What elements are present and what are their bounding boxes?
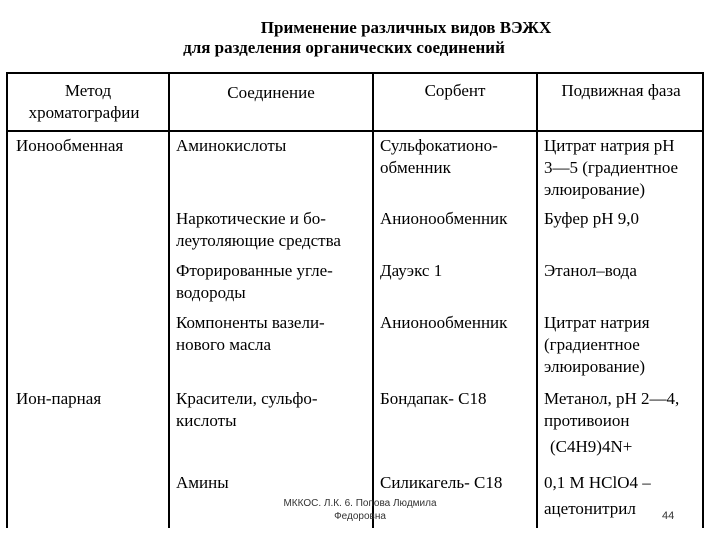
row4-mobile: Цитрат натрия (градиентное элюирование) (544, 313, 650, 376)
row6-mobile: 0,1 M HClO4 – ацетонитрил (544, 473, 651, 518)
row4-compound: Компоненты вазели- нового масла (176, 313, 325, 354)
row3-compound: Фторированные угле- водороды (176, 261, 333, 302)
column-divider (536, 74, 538, 528)
row5-method: Ион-парная (16, 389, 102, 408)
header-sorbent: Сорбент (424, 81, 486, 100)
row1-method: Ионообменная (16, 136, 124, 155)
row5-mobile: Метанол, pH 2—4, противоион (C4H9)4N+ (544, 389, 680, 456)
row5-sorbent: Бондапак- C18 (380, 389, 487, 408)
hplc-table (6, 72, 704, 528)
row4-sorbent: Анионообменник (380, 313, 508, 332)
page-number: 44 (662, 510, 675, 522)
slide-footer-author: МККОС. Л.К. 6. Попова Людмила Федоровна (283, 498, 437, 522)
column-divider (168, 74, 170, 528)
header-compound: Соединение (227, 83, 315, 102)
row2-mobile: Буфер pH 9,0 (544, 209, 640, 228)
slide-title-line1: Применение различных видов ВЭЖХ (260, 18, 552, 37)
header-mobile-phase: Подвижная фаза (561, 81, 681, 100)
row5-compound: Красители, сульфо- кислоты (176, 389, 318, 430)
row1-compound: Аминокислоты (176, 136, 287, 155)
row3-mobile: Этанол–вода (544, 261, 637, 280)
row3-sorbent: Дауэкс 1 (380, 261, 443, 280)
row2-sorbent: Анионообменник (380, 209, 508, 228)
row1-mobile: Цитрат натрия pH 3—5 (градиентное элюирование) (544, 136, 679, 199)
header-method: Метод хроматографии (28, 81, 140, 122)
slide-title-line2: для разделения органических соединений (183, 38, 505, 57)
row6-sorbent: Силикагель- C18 (380, 473, 503, 492)
column-divider (372, 74, 374, 528)
row2-compound: Наркотические и бо- леутоляющие средства (176, 209, 341, 250)
row6-compound: Амины (176, 473, 229, 492)
row1-sorbent: Сульфокатионо- обменник (380, 136, 498, 177)
